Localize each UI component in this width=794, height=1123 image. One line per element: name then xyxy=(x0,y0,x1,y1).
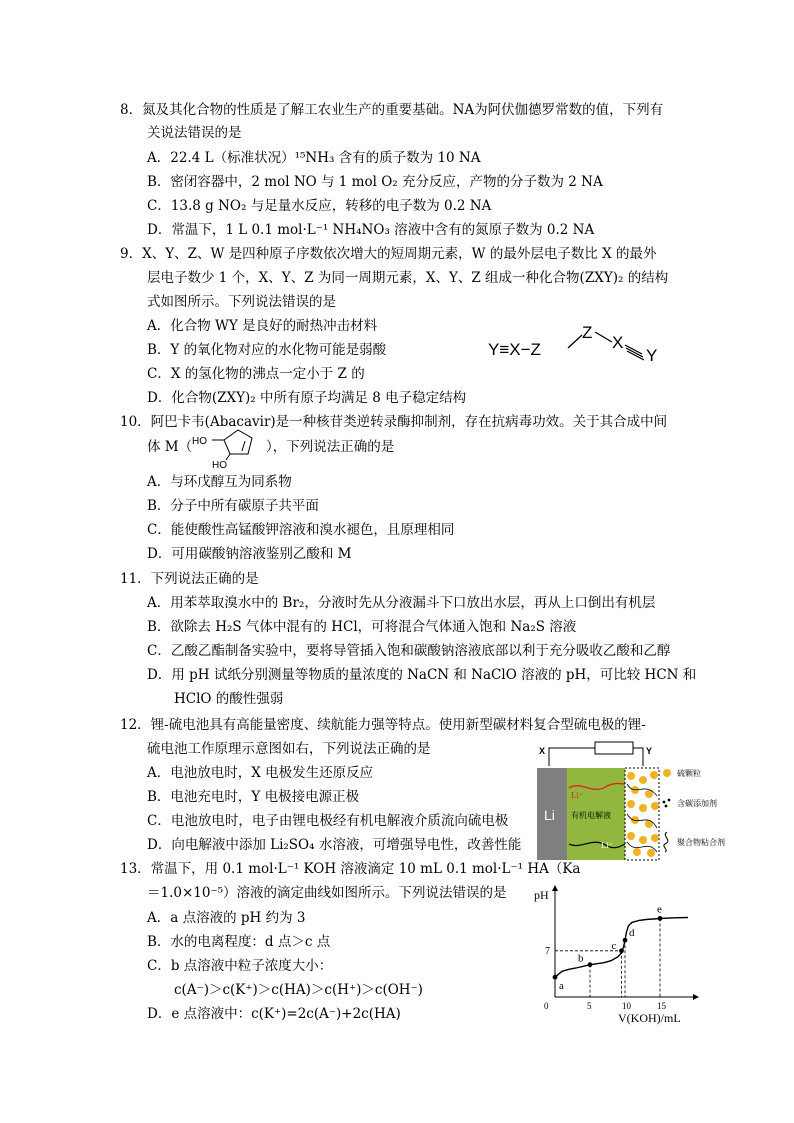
electrolyte-label: 有机电解液 xyxy=(571,811,611,820)
circuit-wire-right xyxy=(633,748,643,766)
point-c xyxy=(619,948,624,953)
q10-stem-line1: 10．阿巴卡韦(Abacavir)是一种核苷类逆转录酶抑制剂，存在抗病毒功效。关于其合成中间 xyxy=(120,414,668,430)
q9-stem-line1: 9．X、Y、Z、W 是四种原子序数依次增大的短周期元素，W 的最外层电子数比 X 的最外 xyxy=(120,246,657,262)
q13-option-c-line1: C．b 点溶液中粒子浓度大小： xyxy=(147,958,333,974)
x-tick-label: 0 xyxy=(544,1001,549,1011)
q11-option-d-line2: HClO 的酸性强弱 xyxy=(174,691,284,707)
x-tick-label: 15 xyxy=(657,1001,666,1011)
chart-layer xyxy=(544,903,688,1011)
q13-option-b: B．水的电离程度：d 点＞c 点 xyxy=(147,934,331,950)
resistor xyxy=(595,742,633,754)
li-plus-bottom-label: Li⁺ xyxy=(601,841,614,850)
point-b xyxy=(588,962,593,967)
q11-stem: 11．下列说法正确的是 xyxy=(120,571,259,587)
structure-y-text: Y xyxy=(646,346,658,364)
q12-stem-line2: 硫电池工作原理示意图如右，下列说法正确的是 xyxy=(147,741,431,757)
q12-option-c: C．电池放电时，电子由锂电极经有机电解液介质流向硫电极 xyxy=(147,813,509,829)
q11-option-b: B．欲除去 H₂S 气体中混有的 HCl，可将混合气体通入饱和 Na₂S 溶液 xyxy=(147,619,577,635)
li-plus-top-label: Li⁺ xyxy=(571,791,584,800)
x-axis-label: V(KOH)/mL xyxy=(618,1011,681,1025)
structure-left-text: Y≡X−Z xyxy=(488,340,541,359)
structure-z-text: Z xyxy=(582,323,593,342)
q9-stem-line3: 式如图所示。下列说法错误的是 xyxy=(147,294,336,310)
q8-option-c: C．13.8 g NO₂ 与足量水反应，转移的电子数为 0.2 NA xyxy=(147,198,492,214)
triple-bond-3 xyxy=(627,351,644,360)
legend-sulfur-label: 硫颗粒 xyxy=(677,769,701,778)
q9-option-c: C．X 的氢化物的沸点一定小于 Z 的 xyxy=(147,366,365,382)
q13-option-a: A．a 点溶液的 pH 约为 3 xyxy=(147,910,306,926)
q11-option-a: A．用苯萃取溴水中的 Br₂，分液时先从分液漏斗下口放出水层，再从上口倒出有机层 xyxy=(147,595,656,611)
bond-z-x xyxy=(595,332,612,342)
q8-option-b: B．密闭容器中，2 mol NO 与 1 mol O₂ 充分反应，产物的分子数为 2 NA xyxy=(147,174,603,190)
bond-z-z xyxy=(568,335,582,348)
q10-option-a: A．与环戊醇互为同系物 xyxy=(147,474,292,490)
q13-stem-line1: 13．常温下，用 0.1 mol·L⁻¹ KOH 溶液滴定 10 mL 0.1 mol·L⁻¹ HA（Ka xyxy=(120,861,581,877)
ho-top-label: HO xyxy=(192,436,207,447)
q8-option-a: A．22.4 L（标准状况）¹⁵NH₃ 含有的质子数为 10 NA xyxy=(147,150,481,166)
point-a xyxy=(553,975,558,980)
q13-stem-line2: ＝1.0×10⁻⁵）溶液的滴定曲线如图所示。下列说法错误的是 xyxy=(147,885,507,901)
q9-option-a: A．化合物 WY 是良好的耐热冲击材料 xyxy=(147,318,378,334)
legend-binder-label: 聚合物粘合剂 xyxy=(677,838,725,847)
x-electrode-label: X xyxy=(539,746,546,756)
titration-chart xyxy=(528,880,704,1026)
point-label-a: a xyxy=(559,980,564,993)
q11-option-d-line1: D．用 pH 试纸分别测量等物质的量浓度的 NaCN 和 NaClO 溶液的 pH，可比较 HCN 和 xyxy=(147,667,697,683)
q9-option-d: D．化合物(ZXY)₂ 中所有原子均满足 8 电子稳定结构 xyxy=(147,390,467,406)
q8-stem-line1: 8．氮及其化合物的性质是了解工农业生产的重要基础。NA为阿伏伽德罗常数的值，下列有 xyxy=(120,102,664,118)
q12-option-d: D．向电解液中添加 Li₂SO₄ 水溶液，可增强导电性，改善性能 xyxy=(147,837,522,853)
legend-binder-icon xyxy=(664,832,668,852)
q8-option-d: D．常温下，1 L 0.1 mol·L⁻¹ NH₄NO₃ 溶液中含有的氮原子数为 0.2 NA xyxy=(147,222,595,238)
legend-carbon-label: 含碳添加剂 xyxy=(677,799,717,808)
q12-option-b: B．电池充电时，Y 电极接电源正极 xyxy=(147,789,360,805)
y-tick-label: 7 xyxy=(545,945,550,957)
li-s-battery-figure xyxy=(535,740,745,862)
q9-stem-line2: 层电子数少 1 个，X、Y、Z 为同一周期元素，X、Y、Z 组成一种化合物(ZXY)₂ 的结构 xyxy=(147,270,669,286)
q13-option-d: D．e 点溶液中：c(K⁺)=2c(A⁻)+2c(HA) xyxy=(147,1006,401,1022)
circuit-wire-left xyxy=(549,748,595,766)
y-electrode-label: Y xyxy=(646,746,653,756)
ho-bottom-label: HO xyxy=(212,460,227,470)
cyclopentene-ring xyxy=(224,430,252,454)
double-bond-line xyxy=(242,441,245,451)
q10-option-c: C．能使酸性高锰酸钾溶液和溴水褪色，且原理相同 xyxy=(147,522,455,538)
legend-sulfur-icon xyxy=(663,769,671,777)
x-tick-label: 10 xyxy=(622,1001,631,1011)
structure-x-text: X xyxy=(612,333,624,352)
q8-stem-line2: 关说法错误的是 xyxy=(147,125,242,141)
q10-option-b: B．分子中所有碳原子共平面 xyxy=(147,498,319,514)
point-label-d: d xyxy=(629,927,635,940)
point-e xyxy=(658,916,663,921)
q12-stem-line1: 12．锂-硫电池具有高能量密度、续航能力强等特点。使用新型碳材料复合型硫电极的锂- xyxy=(120,717,646,733)
legend-carbon-icon xyxy=(663,799,671,808)
point-label-c: c xyxy=(611,939,617,952)
q12-option-a: A．电池放电时，X 电极发生还原反应 xyxy=(147,765,374,781)
q13-option-c-line2: c(A⁻)＞c(K⁺)＞c(HA)＞c(H⁺)＞c(OH⁻) xyxy=(174,982,423,998)
y-axis-label: pH xyxy=(534,888,549,902)
point-d xyxy=(623,938,628,943)
q11-option-c: C．乙酸乙酯制备实验中，要将导管插入饱和碳酸钠溶液底部以利于充分吸收乙酸和乙醇 xyxy=(147,643,671,659)
point-label-e: e xyxy=(657,903,662,916)
q10-stem-line2b: ），下列说法正确的是 xyxy=(266,439,395,455)
point-label-b: b xyxy=(578,952,584,965)
triple-bond-2 xyxy=(626,348,643,357)
zxy2-structure-figure xyxy=(484,318,674,364)
q10-stem-line2a: 体 M（ xyxy=(147,439,193,455)
q9-option-b: B．Y 的氧化物对应的水化物可能是弱酸 xyxy=(147,342,387,358)
molecule-m-figure xyxy=(188,424,266,470)
q10-option-d: D．可用碳酸钠溶液鉴别乙酸和 M xyxy=(147,546,352,562)
triple-bond-1 xyxy=(625,345,642,354)
lithium-label: Li xyxy=(544,807,555,823)
x-tick-label: 5 xyxy=(587,1001,592,1011)
